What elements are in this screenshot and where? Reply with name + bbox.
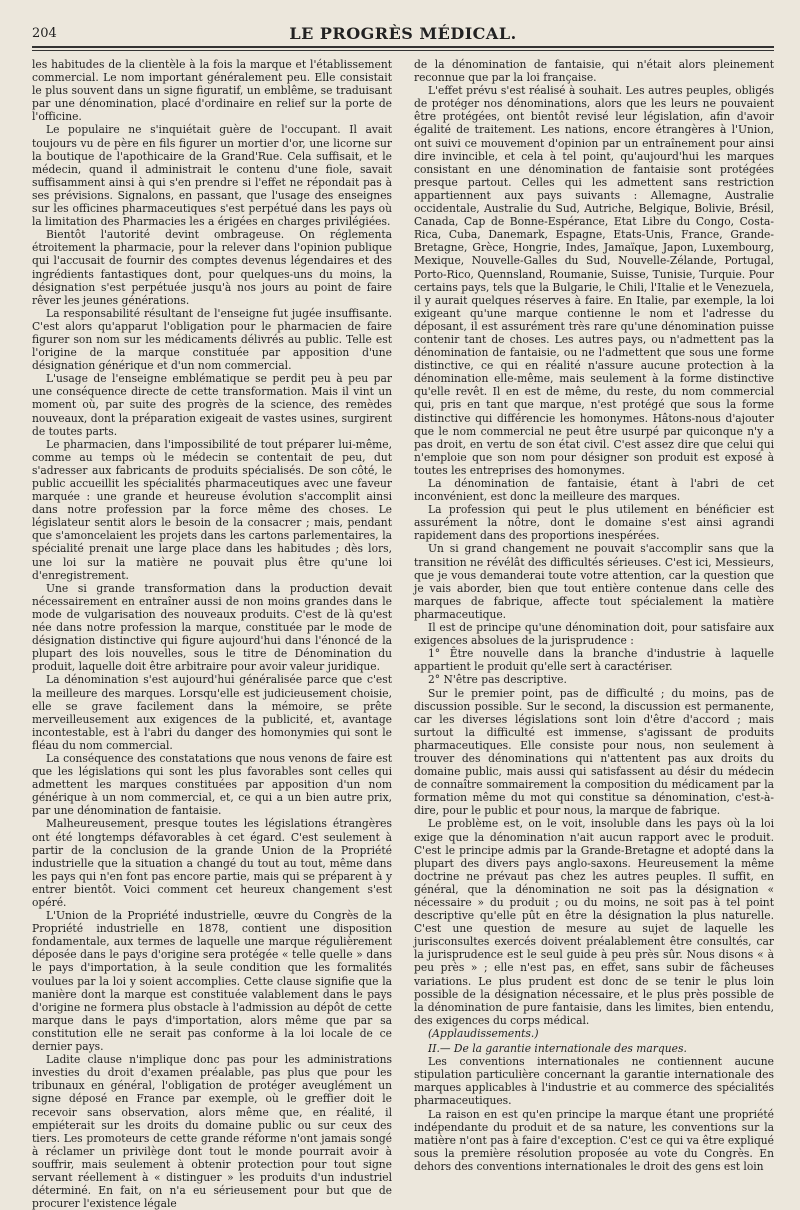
paragraph: La conséquence des constatations que nous venons de faire est que les législations qui sont les plus favorables sont celles qui admettent les marques constituées par apposition d'un nom générique à un nom commercial, et, ce qui a un bien autre prix, par une dénomination de fantaisie.: [32, 751, 392, 818]
paragraph: de la dénomination de fantaisie, qui n'était alors pleinement reconnue que par la loi française.: [414, 58, 774, 85]
paragraph: Malheureusement, presque toutes les législations étrangères ont été longtemps défavorables à cet égard. C'est seulement à partir de la conclusion de la grande Union de la Propriété industrielle que la situation a changé du tout au tout, même dans les pays qui n'en font pas encore partie, mais qui se préparent à y entrer bientôt. Voici comment cet heureux changement s'est opéré.: [32, 817, 392, 909]
paragraph: Une si grande transformation dans la production devait nécessairement en entraîner aussi de non moins grandes dans le mode de vulgarisation des nouveaux produits. C'est de là qu'est née dans notre profession la marque, constituée par le mode de désignation distinctive qui figure aujourd'hui dans l'énoncé de la plupart des lois nouvelles, sous le titre de Dénomination du produit, laquelle doit être arbitraire pour avoir valeur juridique.: [32, 581, 392, 674]
left-column: [32, 58, 392, 1210]
paragraph: Les conventions internationales ne contiennent aucune stipulation particulière concernant la garantie internationale des marques applicables à l'industrie et au commerce des spécialités pharmaceutiques.: [414, 1055, 774, 1108]
paragraph: Le problème est, on le voit, insoluble dans les pays où la loi exige que la dénomination n'ait aucun rapport avec le produit. C'est le principe admis par la Grande-Bretagne et adopté dans la plupart des divers pays anglo-saxons. Heureusement la même doctrine ne prévaut pas chez les autres peuples. Il suffit, en général, que la dénomination ne soit pas la désignation « nécessaire » du produit ; ou du moins, ne soit pas à tel point descriptive qu'elle pût en être la désignation la plus naturelle. C'est une question de mesure au sujet de laquelle les jurisconsultes exercés doivent préalablement être consultés, car la jurisprudence est le seul guide à peu près sûr. Nous disons « à peu près » ; elle n'est pas, en effet, sans subir de fâcheuses variations. Le plus prudent est donc de se tenir le plus loin possible de la désignation nécessaire, et le plus près possible de la dénomination de pure fantaisie, dans les limites, bien entendu, des exigences du corps médical.: [414, 817, 774, 1027]
paragraph: Un si grand changement ne pouvait s'accomplir sans que la transition ne révélât des difficultés sérieuses. C'est ici, Messieurs, que je vous demanderai toute votre attention, car la question que je vais aborder, bien que tout entière contenue dans celle des marques de fabrique, affecte tout spécialement la matière pharmaceutique.: [414, 542, 774, 621]
paragraph: L'Union de la Propriété industrielle, œuvre du Congrès de la Propriété industrielle en 1878, contient une disposition fondamentale, aux termes de laquelle une marque régulièrement déposée dans le pays d'origine sera protégée « telle quelle » dans le pays d'importation, à la seule condition que les formalités voulues par la loi y soient accomplies. Cette clause signifie que la manière dont la marque est constituée valablement dans le pays d'origine ne formera plus obstacle à l'admission au dépôt de cette marque dans le pays d'importation, alors même que par sa constitution elle ne serait pas conforme à la loi locale de ce dernier pays.: [32, 909, 392, 1054]
paragraph: La profession qui peut le plus utilement en bénéficier est assurément la nôtre, dont le domaine s'est ainsi agrandi rapidement dans des proportions inespérées.: [414, 503, 774, 543]
text-columns: [32, 58, 774, 1210]
applause-note: (Applaudissements.): [428, 1026, 539, 1040]
paragraph: Le pharmacien, dans l'impossibilité de tout préparer lui-même, comme au temps où le médecin se contentait de peu, dut s'adresser aux fabricants de produits spécialisés. De son côté, le public accueillit les spécialités pharmaceutiques avec une faveur marquée : une grande et heureuse évolution s'accomplit ainsi dans notre profession par la force même des choses. Le législateur sentit alors le besoin de la consacrer ; mais, pendant que s'amoncelaient les projets dans les cartons parlementaires, la spécialité prenait une large place dans les habitudes ; dès lors, une loi sur la matière ne pouvait plus être qu'une loi d'enregistrement.: [32, 437, 392, 582]
paragraph: La dénomination s'est aujourd'hui généralisée parce que c'est la meilleure des marques. Lorsqu'elle est judicieusement choisie, elle se grave facilement dans la mémoire, se prête merveilleusement aux exigences de la publicité, et, avantage incontestable, est à l'abri du danger des homonymies qui sont le fléau du nom commercial.: [32, 673, 392, 752]
paragraph: La responsabilité résultant de l'enseigne fut jugée insuffisante. C'est alors qu'apparut l'obligation pour le pharmacien de faire figurer son nom sur les médicaments délivrés au public. Telle est l'origine de la marque constituée par apposition d'une désignation générique et d'un nom commercial.: [32, 306, 392, 373]
paragraph: La dénomination de fantaisie, étant à l'abri de cet inconvénient, est donc la meilleure des marques.: [414, 477, 774, 504]
page-number: 204: [32, 26, 57, 41]
running-title: LE PROGRÈS MÉDICAL.: [289, 24, 517, 43]
list-item: 1° Être nouvelle dans la branche d'industrie à laquelle appartient le produit qu'elle sert à caractériser.: [414, 647, 774, 674]
section-heading: II.— De la garantie internationale des marques.: [428, 1042, 687, 1056]
page-header: [32, 20, 774, 43]
list-item: 2° N'être pas descriptive.: [428, 673, 567, 687]
paragraph: Sur le premier point, pas de difficulté ; du moins, pas de discussion possible. Sur le second, la discussion est permanente, car les diverses législations sont loin d'être d'accord ; mais surtout la difficulté est immense, s'agissant de produits pharmaceutiques. Elle consiste pour nous, non seulement à trouver des dénominations qui n'attentent pas aux droits du domaine public, mais aussi qui satisfassent au désir du médecin de connaître sommairement la composition du médicament par la formation même du mot qui constitue sa dénomination, c'est-à-dire, pour le public et pour nous, la marque de fabrique.: [414, 686, 774, 818]
paragraph: Ladite clause n'implique donc pas pour les administrations investies du droit d'examen préalable, pas plus que pour les tribunaux en général, l'obligation de protéger aveuglément un signe déposé en France par exemple, où le greffier doit le recevoir sans observation, alors même que, en réalité, il empiéterait sur les droits du domaine public ou sur ceux des tiers. Les promoteurs de cette grande réforme n'ont jamais songé à réclamer un privilège dont tout le monde pourrait avoir à souffrir, mais seulement à obtenir protection pour tout signe servant réellement à « distinguer » les produits d'un industriel déterminé. En fait, on n'a eu sérieusement pour but que de procurer l'existence légale: [32, 1053, 392, 1210]
paragraph: Il est de principe qu'une dénomination doit, pour satisfaire aux exigences absolues de la jurisprudence :: [414, 621, 774, 648]
header-rule: [32, 46, 774, 51]
paragraph: Le populaire ne s'inquiétait guère de l'occupant. Il avait toujours vu de père en fils figurer un mortier d'or, une licorne sur la boutique de l'apothicaire de la Grand'Rue. Cela suffisait, et le médecin, quand il administrait le contenu d'une fiole, savait suffisamment ainsi à qui s'en prendre si l'effet ne répondait pas à ses prévisions. Signalons, en passant, que l'usage des enseignes sur les officines pharmaceutiques s'est perpétué dans les pays où la limitation des Pharmacies les a érigées en charges privilégiées.: [32, 123, 392, 229]
right-column: [414, 58, 774, 1173]
paragraph: L'effet prévu s'est réalisé à souhait. Les autres peuples, obligés de protéger nos dénominations, alors que les leurs ne pouvaient être protégées, ont bientôt revisé leur législation, afin d'avoir égalité de traitement. Les nations, encore étrangères à l'Union, ont suivi ce mouvement d'opinion par un entraînement pour ainsi dire invincible, et cela à tel point, qu'aujourd'hui les marques consistant en une dénomination de fantaisie sont protégées presque partout. Celles qui les admettent sans restriction appartiennent aux pays suivants : Allemagne, Australie occidentale, Australie du Sud, Autriche, Belgique, Bolivie, Brésil, Canada, Cap de Bonne-Espérance, Etat Libre du Congo, Costa-Rica, Cuba, Danemark, Espagne, Etats-Unis, France, Grande-Bretagne, Grèce, Hongrie, Indes, Jamaïque, Japon, Luxembourg, Mexique, Nouvelle-Galles du Sud, Nouvelle-Zélande, Portugal, Porto-Rico, Quennsland, Roumanie, Suisse, Tunisie, Turquie. Pour certains pays, tels que la Bulgarie, le Chili, l'Italie et le Venezuela, il y aurait quelques réserves à faire. En Italie, par exemple, la loi exigeant qu'une marque contienne le nom et l'adresse du déposant, il est assurément très rare qu'une dénomination puisse contenir tant de choses. Les autres pays, ou n'admettent pas la dénomination de fantaisie, ou ne l'admettent que sous une forme distinctive, ce qui en réalité n'assure aucune protection à la dénomination elle-même, mais seulement à la forme distinctive qu'elle revêt. Il en est de même, du reste, du nom commercial qui, pris en tant que marque, n'est protégé que sous la forme distinctive qui différencie les homonymes. Hâtons-nous d'ajouter que le nom commercial ne peut être usurpé par quiconque n'y a pas droit, en vertu de son état civil. C'est assez dire que celui qui n'emploie que son nom pour désigner son produit est exposé à toutes les entreprises des homonymes.: [414, 84, 774, 477]
paragraph: Bientôt l'autorité devint ombrageuse. On réglementa étroitement la pharmacie, pour la relever dans l'opinion publique qui l'accusait de fournir des comptes devenus légendaires et des ingrédients fantastiques dont, pour quelques-uns du moins, la désignation s'est perpétuée jusqu'à nos jours au point de faire rêver les jeunes générations.: [32, 228, 392, 307]
paragraph: L'usage de l'enseigne emblématique se perdit peu à peu par une conséquence directe de cette transformation. Mais il vint un moment où, par suite des progrès de la science, des remèdes nouveaux, dont la préparation exigeait de vastes usines, surgirent de toutes parts.: [32, 372, 392, 438]
paragraph: les habitudes de la clientèle à la fois la marque et l'établissement commercial. Le nom important généralement peu. Elle consistait le plus souvent dans un signe figuratif, un emblême, se traduisant par une dénomination, placé d'ordinaire en relief sur la porte de l'officine.: [32, 58, 392, 124]
paragraph: La raison en est qu'en principe la marque étant une propriété indépendante du produit et de sa nature, les conventions sur la matière n'ont pas à faire d'exception. C'est ce qui va être expliqué sous la première résolution proposée au vote du Congrès. En dehors des conventions internationales le droit des gens est loin: [414, 1107, 774, 1173]
